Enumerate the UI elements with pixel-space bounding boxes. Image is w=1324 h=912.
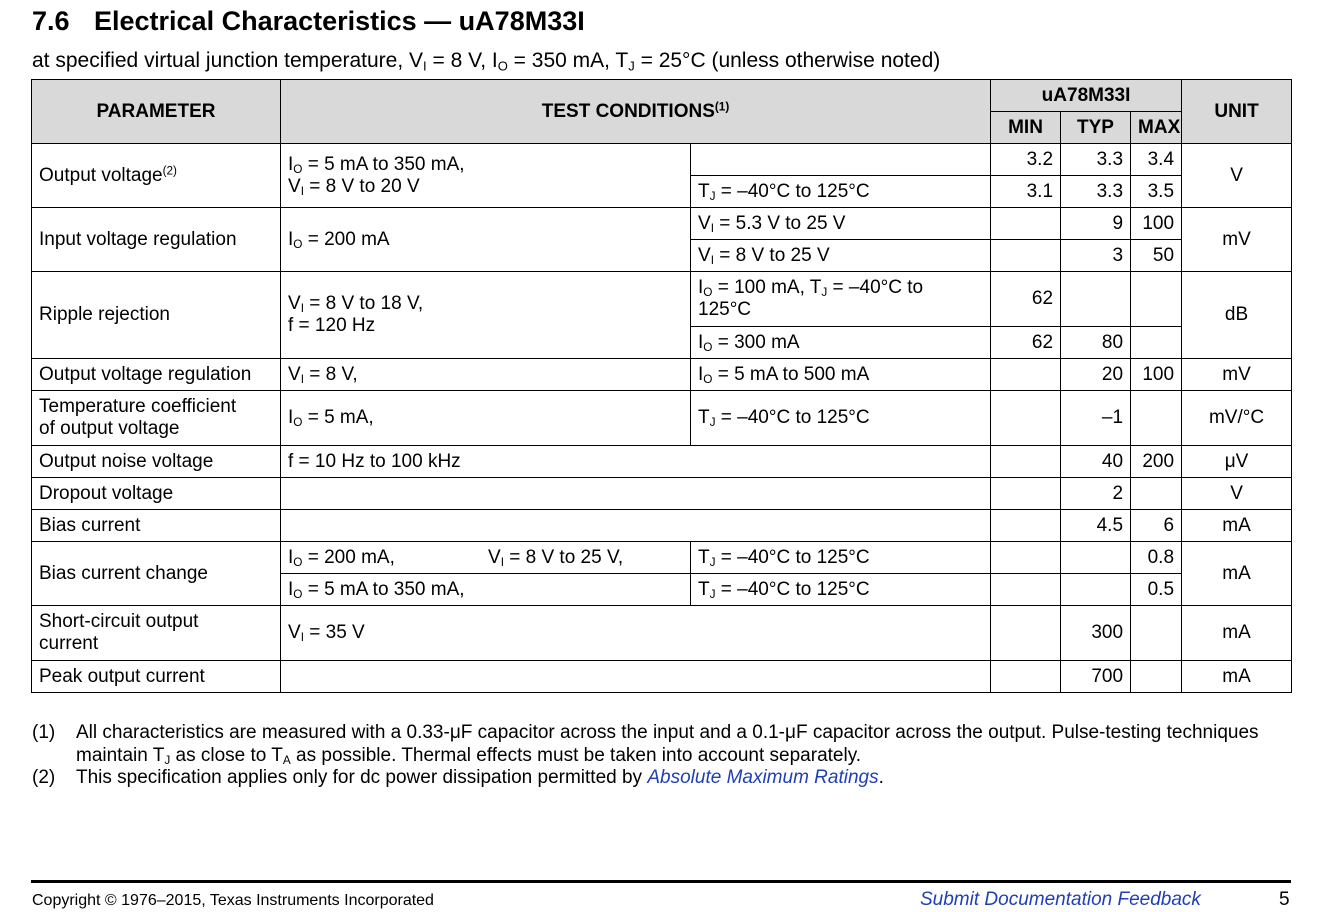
- value-min: [991, 359, 1061, 391]
- param-label: Output voltage: [39, 164, 163, 186]
- symbol: V: [288, 363, 301, 385]
- param-bias-current-change: Bias current change: [32, 542, 281, 606]
- footnote-text-part: All characteristics are measured with a 0.33-μF capacitor across the input and a 0.1-μF capacitor across the output. Pulse-testing techniques maintain T: [76, 722, 1259, 766]
- footnote-text-part: as possible. Thermal effects must be taken into account separately.: [290, 744, 862, 766]
- footnote-text-part: .: [878, 767, 884, 788]
- condition-cell: [691, 272, 991, 327]
- value-max: [1131, 391, 1182, 446]
- footnote-ref: (1): [714, 100, 730, 114]
- value-max: 3.5: [1131, 176, 1182, 208]
- condition-cell: [281, 208, 691, 272]
- footnote-ref: (2): [162, 164, 177, 178]
- value-max: [1131, 327, 1182, 359]
- value-max: 0.8: [1131, 542, 1182, 574]
- condition-cell: [281, 272, 691, 359]
- value-max: 50: [1131, 240, 1182, 272]
- subscript: I: [300, 630, 304, 644]
- param-temp-coefficient: [32, 391, 281, 446]
- condition-cell: [281, 478, 991, 510]
- header-device: uA78M33I: [991, 80, 1182, 112]
- value-unit: mA: [1182, 661, 1292, 693]
- value-typ: 3: [1061, 240, 1131, 272]
- footnote-mark: (1): [32, 722, 56, 743]
- param-label: Temperature coefficient: [39, 396, 237, 417]
- copyright-text: Copyright © 1976–2015, Texas Instruments Incorporated: [32, 892, 434, 909]
- condition-cell: [281, 359, 691, 391]
- value-min: [991, 240, 1061, 272]
- condition-text: = –40°C to: [827, 277, 924, 298]
- value-max: [1131, 478, 1182, 510]
- footnote-text: [76, 722, 1272, 767]
- subscript: O: [293, 415, 303, 429]
- value-max: 3.4: [1131, 144, 1182, 176]
- subscript: J: [709, 555, 716, 569]
- value-unit: μV: [1182, 446, 1292, 478]
- section-subtitle: [32, 49, 940, 73]
- value-unit: V: [1182, 478, 1292, 510]
- value-min: [991, 478, 1061, 510]
- value-unit: mA: [1182, 606, 1292, 661]
- absolute-maximum-ratings-link[interactable]: Absolute Maximum Ratings: [647, 767, 879, 788]
- value-typ: –1: [1061, 391, 1131, 446]
- param-label: of output voltage: [39, 418, 180, 439]
- condition-text: = 300 mA: [712, 331, 800, 353]
- symbol: I: [698, 277, 704, 298]
- electrical-characteristics-table: [31, 79, 1292, 693]
- condition-cell: [281, 144, 691, 208]
- value-typ: 300: [1061, 606, 1131, 661]
- value-max: 100: [1131, 359, 1182, 391]
- subscript: A: [282, 753, 291, 767]
- value-max: 0.5: [1131, 574, 1182, 606]
- symbol: T: [698, 578, 710, 600]
- param-output-regulation: Output voltage regulation: [32, 359, 281, 391]
- page-number: 5: [1279, 889, 1290, 910]
- subscript: O: [293, 162, 303, 176]
- value-min: 3.2: [991, 144, 1061, 176]
- condition-cell: [691, 240, 991, 272]
- subtitle-text: = 350 mA, T: [507, 49, 629, 72]
- header-unit: UNIT: [1182, 80, 1292, 144]
- footnote-text: [76, 767, 884, 790]
- condition-cell: [691, 327, 991, 359]
- value-typ: 3.3: [1061, 144, 1131, 176]
- param-dropout-voltage: Dropout voltage: [32, 478, 281, 510]
- table-row: [32, 144, 1292, 176]
- subscript: I: [710, 221, 714, 235]
- value-typ: [1061, 574, 1131, 606]
- value-max: 100: [1131, 208, 1182, 240]
- condition-text: = 200 mA,: [302, 546, 395, 568]
- subscript: O: [293, 555, 303, 569]
- condition-cell: [691, 144, 991, 176]
- value-min: [991, 606, 1061, 661]
- subtitle-text: = 25°C (unless otherwise noted): [634, 49, 941, 72]
- subscript: J: [628, 58, 635, 74]
- condition-text: = 100 mA, T: [712, 277, 822, 298]
- value-typ: [1061, 542, 1131, 574]
- condition-text: = –40°C to 125°C: [715, 546, 870, 568]
- table-row: [32, 359, 1292, 391]
- subscript: O: [703, 285, 713, 299]
- subscript: O: [703, 372, 713, 386]
- condition-cell: [691, 391, 991, 446]
- value-unit: V: [1182, 144, 1292, 208]
- condition-text: = 5 mA to 500 mA: [712, 363, 870, 385]
- table-row: [32, 208, 1292, 240]
- value-typ: 80: [1061, 327, 1131, 359]
- footnote-text-part: as close to T: [170, 744, 283, 766]
- condition-text: = 8 V,: [303, 363, 358, 385]
- subscript: J: [709, 189, 716, 203]
- subscript: J: [709, 587, 716, 601]
- condition-text: = 8 V to 20 V: [303, 175, 420, 197]
- table-row: [32, 606, 1292, 661]
- subscript: I: [423, 58, 427, 74]
- symbol: V: [288, 622, 301, 643]
- subtitle-text: at specified virtual junction temperature, V: [32, 49, 424, 72]
- symbol: V: [488, 546, 501, 568]
- symbol: V: [698, 244, 711, 266]
- condition-text: = 5.3 V to 25 V: [713, 212, 846, 234]
- table-row: [32, 542, 1292, 574]
- subscript: I: [500, 555, 504, 569]
- param-noise-voltage: Output noise voltage: [32, 446, 281, 478]
- header-test-conditions-label: TEST CONDITIONS: [541, 100, 715, 122]
- subscript: I: [710, 253, 714, 267]
- condition-cell: [691, 542, 991, 574]
- value-min: 62: [991, 272, 1061, 327]
- value-unit: mA: [1182, 510, 1292, 542]
- value-unit: dB: [1182, 272, 1292, 359]
- subscript: O: [703, 340, 713, 354]
- param-bias-current: Bias current: [32, 510, 281, 542]
- value-max: [1131, 606, 1182, 661]
- condition-text: = 200 mA: [302, 228, 390, 250]
- value-max: [1131, 661, 1182, 693]
- condition-text: 125°C: [698, 299, 752, 320]
- symbol: T: [698, 180, 710, 202]
- symbol: I: [288, 407, 294, 428]
- subscript: I: [300, 301, 304, 315]
- value-min: [991, 542, 1061, 574]
- subscript: J: [709, 415, 716, 429]
- condition-cell: [281, 661, 991, 693]
- value-typ: [1061, 272, 1131, 327]
- subscript: O: [293, 587, 303, 601]
- value-unit: mV: [1182, 359, 1292, 391]
- condition-text: = 35 V: [303, 622, 365, 643]
- table-row: [32, 272, 1292, 327]
- header-test-conditions: [281, 80, 991, 144]
- symbol: T: [698, 546, 710, 568]
- subtitle-text: = 8 V, I: [426, 49, 498, 72]
- condition-text: = –40°C to 125°C: [715, 180, 870, 202]
- subscript: O: [293, 237, 303, 251]
- subscript: J: [821, 285, 828, 299]
- table-row: [32, 661, 1292, 693]
- value-min: [991, 510, 1061, 542]
- section-title: [32, 6, 585, 37]
- value-min: [991, 208, 1061, 240]
- value-typ: 700: [1061, 661, 1131, 693]
- symbol: V: [288, 175, 301, 197]
- symbol: I: [288, 578, 294, 600]
- condition-text: = 8 V to 25 V: [713, 244, 830, 266]
- condition-text: = 8 V to 25 V,: [503, 546, 624, 568]
- param-short-circuit-current: [32, 606, 281, 661]
- symbol: I: [288, 228, 294, 250]
- condition-cell: f = 10 Hz to 100 kHz: [281, 446, 991, 478]
- symbol: I: [698, 331, 704, 353]
- symbol: I: [698, 363, 704, 385]
- param-label: Short-circuit output: [39, 611, 199, 632]
- footnote-1: [32, 722, 1272, 767]
- table-row: [32, 510, 1292, 542]
- footnote-2: [32, 767, 1272, 790]
- header-parameter: PARAMETER: [32, 80, 281, 144]
- param-output-voltage: [32, 144, 281, 208]
- param-label: current: [39, 633, 99, 654]
- value-min: [991, 661, 1061, 693]
- condition-text: = –40°C to 125°C: [715, 578, 870, 600]
- condition-text: = 5 mA,: [302, 407, 374, 428]
- footer-divider: [31, 880, 1291, 883]
- condition-text: = –40°C to 125°C: [715, 407, 870, 428]
- value-max: 6: [1131, 510, 1182, 542]
- condition-cell: [281, 391, 691, 446]
- param-ripple-rejection: Ripple rejection: [32, 272, 281, 359]
- condition-cell: [691, 574, 991, 606]
- subscript: O: [497, 58, 508, 74]
- value-max: 200: [1131, 446, 1182, 478]
- footnote-mark: (2): [32, 767, 56, 788]
- symbol: T: [698, 407, 710, 428]
- value-max: [1131, 272, 1182, 327]
- section-number: 7.6: [32, 6, 70, 36]
- param-input-regulation: Input voltage regulation: [32, 208, 281, 272]
- condition-cell: [281, 510, 991, 542]
- symbol: V: [288, 293, 301, 314]
- subscript: I: [300, 372, 304, 386]
- value-min: [991, 391, 1061, 446]
- value-typ: 9: [1061, 208, 1131, 240]
- subscript: I: [300, 184, 304, 198]
- table-row: [32, 478, 1292, 510]
- value-min: [991, 446, 1061, 478]
- table-row: [32, 391, 1292, 446]
- condition-cell: [691, 176, 991, 208]
- value-typ: 40: [1061, 446, 1131, 478]
- footnote-text-part: This specification applies only for dc power dissipation permitted by: [76, 767, 648, 788]
- subscript: J: [164, 753, 171, 767]
- symbol: I: [288, 153, 294, 175]
- header-min: MIN: [991, 112, 1061, 144]
- value-unit: mA: [1182, 542, 1292, 606]
- table-footnotes: [32, 722, 1272, 790]
- header-typ: TYP: [1061, 112, 1131, 144]
- condition-text: = 8 V to 18 V,: [303, 293, 424, 314]
- condition-cell: [691, 359, 991, 391]
- header-row: [32, 80, 1292, 112]
- value-typ: 2: [1061, 478, 1131, 510]
- value-unit: mV: [1182, 208, 1292, 272]
- condition-text: = 5 mA to 350 mA,: [302, 578, 465, 600]
- symbol: I: [288, 546, 294, 568]
- value-min: [991, 574, 1061, 606]
- section-heading: Electrical Characteristics — uA78M33I: [94, 6, 585, 36]
- condition-cell: [691, 208, 991, 240]
- value-typ: 4.5: [1061, 510, 1131, 542]
- param-peak-output-current: Peak output current: [32, 661, 281, 693]
- condition-cell: [281, 606, 991, 661]
- value-min: 3.1: [991, 176, 1061, 208]
- condition-text: = 5 mA to 350 mA,: [302, 153, 465, 175]
- value-min: 62: [991, 327, 1061, 359]
- value-typ: 20: [1061, 359, 1131, 391]
- table-row: [32, 446, 1292, 478]
- header-max: MAX: [1131, 112, 1182, 144]
- symbol: V: [698, 212, 711, 234]
- value-typ: 3.3: [1061, 176, 1131, 208]
- condition-cell: [281, 542, 691, 574]
- submit-feedback-link[interactable]: Submit Documentation Feedback: [920, 889, 1201, 910]
- value-unit: mV/°C: [1182, 391, 1292, 446]
- condition-text: f = 120 Hz: [288, 315, 376, 336]
- condition-cell: [281, 574, 691, 606]
